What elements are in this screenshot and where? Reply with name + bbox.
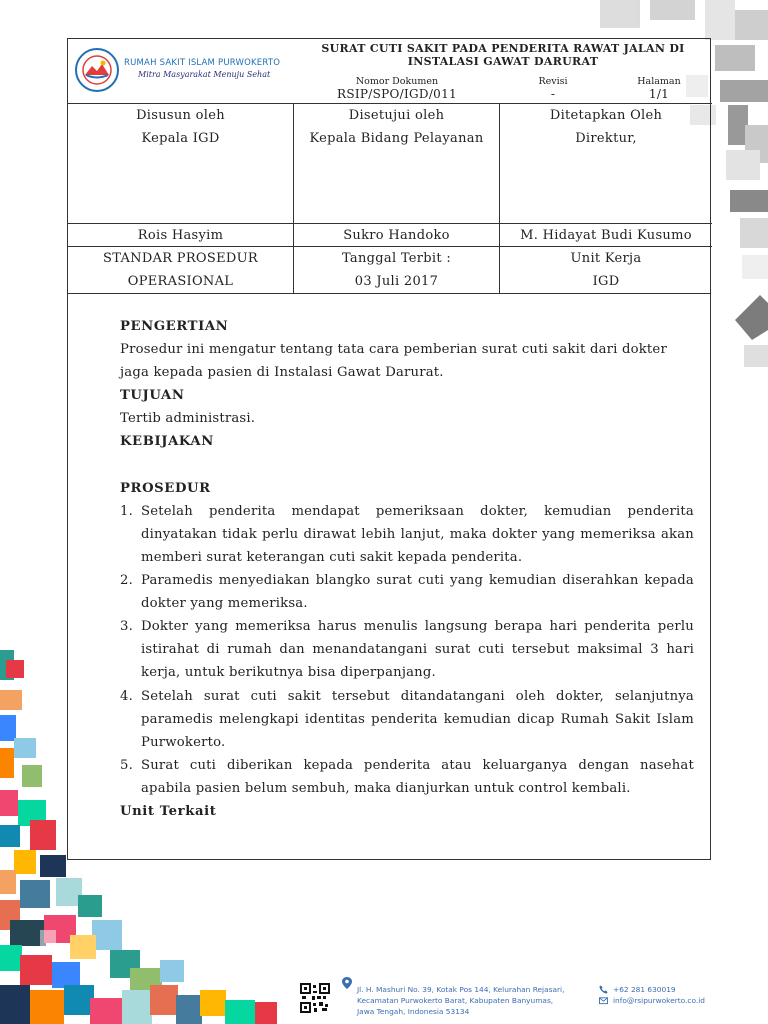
procedure-content xyxy=(120,315,694,823)
revision-label: Revisi xyxy=(538,76,568,87)
page-label: Halaman xyxy=(637,76,681,87)
hospital-name: RUMAH SAKIT ISLAM PURWOKERTO xyxy=(124,58,281,68)
address-line-2: Kecamatan Purwokerto Barat, Kabupaten Banyumas, xyxy=(357,996,554,1005)
work-unit-cell xyxy=(500,247,712,294)
spo-info-row xyxy=(68,246,712,294)
hospital-tagline: Mitra Masyarakat Menuju Sehat xyxy=(138,70,271,79)
title-line-1: SURAT CUTI SAKIT PADA PENDERITA RAWAT JALAN DI xyxy=(321,42,685,55)
spo-type-line-2: OPERASIONAL xyxy=(127,274,234,289)
qr-code-icon xyxy=(300,983,330,1013)
procedure-step xyxy=(120,685,694,754)
doc-number-cell xyxy=(294,73,500,103)
spo-type-line-1: STANDAR PROSEDUR xyxy=(103,251,258,266)
step-number: 1. xyxy=(120,503,133,519)
doc-number-value: RSIP/SPO/IGD/011 xyxy=(337,87,457,101)
step-text: Setelah penderita mendapat pemeriksaan dokter, kemudian penderita dinyatakan tidak perlu dirawat lebih lanjut, maka dokter yang memeriksa akan memberi surat keterangan cuti sakit kepada penderita. xyxy=(141,503,694,565)
location-pin-icon xyxy=(342,977,352,989)
work-unit-label: Unit Kerja xyxy=(570,251,642,266)
issue-date-cell xyxy=(294,247,500,294)
procedure-steps xyxy=(120,500,694,800)
set-by-role: Direktur, xyxy=(575,131,637,146)
step-number: 2. xyxy=(120,573,133,589)
phone-number: +62 281 630019 xyxy=(613,985,676,994)
step-text: Setelah surat cuti sakit tersebut ditandatangani oleh dokter, selanjutnya paramedis melengkapi identitas penderita kemudian dicap Rumah Sakit Islam Purwokerto. xyxy=(141,688,694,750)
page-value: 1/1 xyxy=(648,87,670,101)
address-block xyxy=(357,984,564,1017)
procedure-step xyxy=(120,569,694,615)
set-by-label: Ditetapkan Oleh xyxy=(549,108,663,123)
page-footer xyxy=(297,972,747,1018)
pengertian-text-line-1: Prosedur ini mengatur tentang tata cara pemberian surat cuti sakit dari dokter xyxy=(120,342,667,358)
approved-by-label: Disetujui oleh xyxy=(348,108,445,123)
pengertian-text-line-2: jaga kepada pasien di Instalasi Gawat Darurat. xyxy=(120,365,444,381)
tujuan-text: Tertib administrasi. xyxy=(120,411,256,427)
kebijakan-heading: KEBIJAKAN xyxy=(120,434,214,450)
document-header-table xyxy=(67,38,711,294)
page-cell xyxy=(606,73,712,103)
step-text: Paramedis menyediakan blangko surat cuti yang kemudian diserahkan kepada dokter yang memeriksa. xyxy=(141,573,694,612)
title-line-2: INSTALASI GAWAT DARURAT xyxy=(407,55,599,68)
procedure-step xyxy=(120,615,694,684)
prepared-by-label: Disusun oleh xyxy=(136,108,225,123)
prepared-by-cell xyxy=(68,104,294,223)
phone-icon xyxy=(599,985,608,994)
logo-cell xyxy=(68,39,294,103)
doc-number-label: Nomor Dokumen xyxy=(355,76,439,87)
issue-date-value: 03 Juli 2017 xyxy=(354,274,439,289)
approved-by-role: Kepala Bidang Pelayanan xyxy=(309,131,484,146)
work-unit-value: IGD xyxy=(592,274,620,289)
approved-by-cell xyxy=(294,104,500,223)
address-line-3: Jawa Tengah, Indonesia 53134 xyxy=(357,1007,470,1016)
document-title xyxy=(294,39,712,73)
step-text: Surat cuti diberikan kepada penderita atau keluarganya dengan nasehat apabila pasien belum sembuh, maka dianjurkan untuk control kembali. xyxy=(141,757,694,796)
procedure-step xyxy=(120,754,694,800)
spo-type-cell xyxy=(68,247,294,294)
set-by-name: M. Hidayat Budi Kusumo xyxy=(520,228,692,243)
set-by-cell xyxy=(500,104,712,223)
step-number: 4. xyxy=(120,688,133,704)
pengertian-heading: PENGERTIAN xyxy=(120,319,229,334)
blank-line xyxy=(120,454,694,477)
email-address[interactable]: info@rsipurwokerto.co.id xyxy=(613,996,705,1005)
revision-cell xyxy=(500,73,606,103)
address-line-1: Jl. H. Mashuri No. 39, Kotak Pos 144, Kelurahan Rejasari, xyxy=(357,985,565,994)
tujuan-heading: TUJUAN xyxy=(120,388,185,404)
prosedur-heading: PROSEDUR xyxy=(120,480,211,496)
approved-by-name: Sukro Handoko xyxy=(343,228,450,243)
prepared-by-role: Kepala IGD xyxy=(141,131,220,146)
unit-terkait-heading: Unit Terkait xyxy=(120,803,217,819)
approval-row xyxy=(68,103,712,223)
step-number: 3. xyxy=(120,619,133,635)
procedure-body xyxy=(67,293,711,860)
contact-block xyxy=(613,984,705,1006)
signatory-names-row xyxy=(68,223,712,246)
procedure-step xyxy=(120,500,694,569)
step-text: Dokter yang memeriksa harus menulis langsung berapa hari penderita perlu istirahat di rumah dan menandatangani surat cuti tersebut maksimal 3 hari kerja, untuk berikutnya bisa diperpanjang. xyxy=(141,619,694,681)
prepared-by-name: Rois Hasyim xyxy=(137,228,224,243)
hospital-emblem-icon xyxy=(74,47,120,93)
step-number: 5. xyxy=(120,757,133,773)
revision-value: - xyxy=(550,87,556,101)
issue-date-label: Tanggal Terbit : xyxy=(341,251,452,266)
mail-icon xyxy=(599,996,608,1005)
